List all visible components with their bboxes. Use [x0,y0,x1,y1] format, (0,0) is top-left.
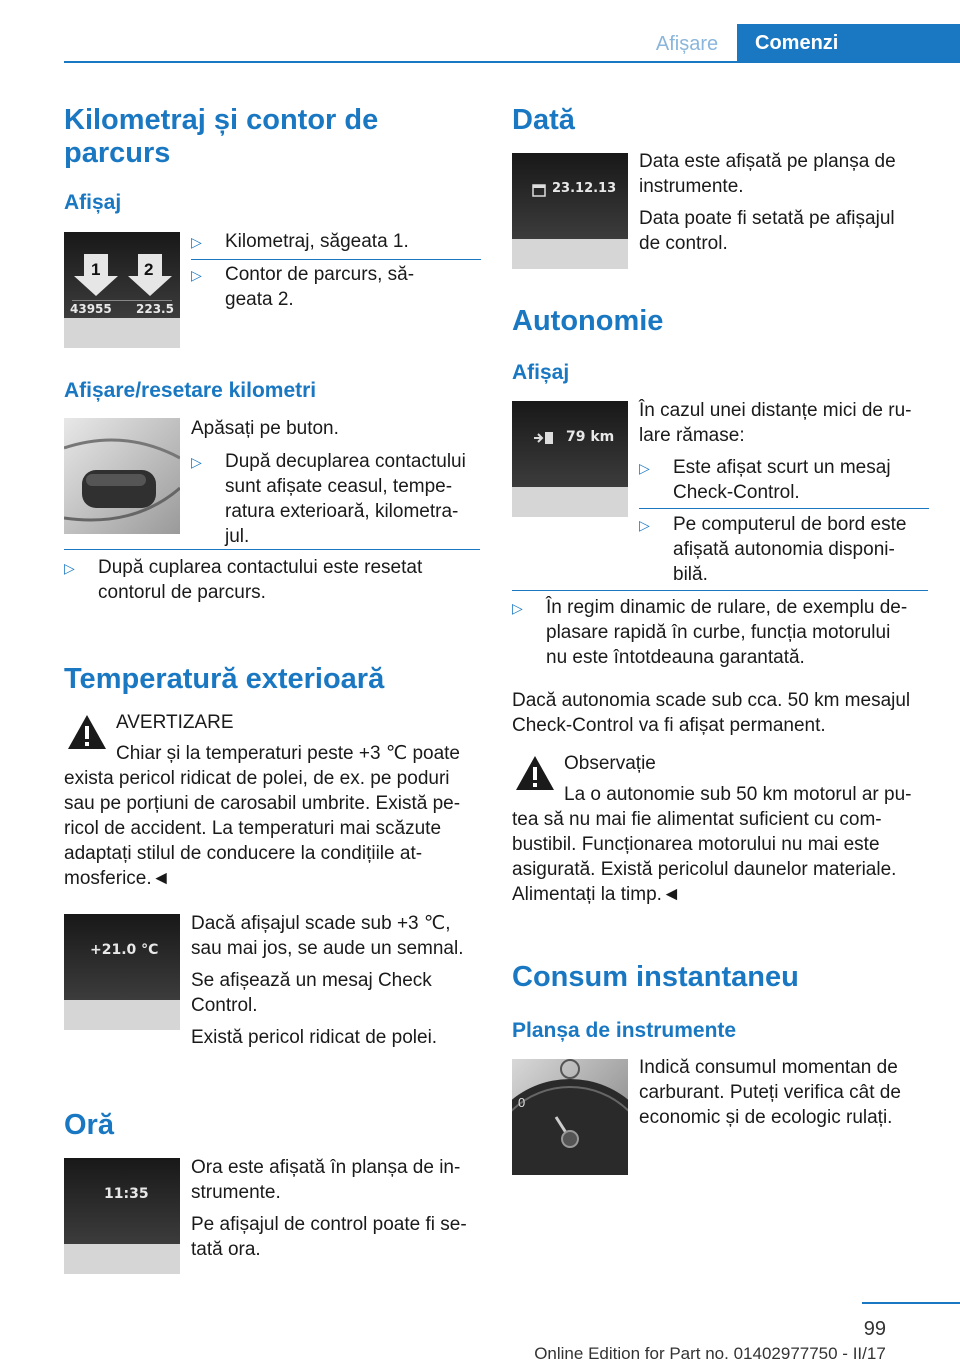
edition-footer: Online Edition for Part no. 01402977750 - II/17 [534,1344,886,1362]
subheading-reset: Afișare/resetare kilometri [64,379,317,402]
fuel-range-icon [534,430,558,446]
tab-afisare[interactable]: Afișare [655,33,719,55]
temperature-display-image [64,914,180,1030]
consumption-gauge-image [512,1059,628,1175]
gauge-zero-label: 0 [518,1095,526,1110]
bullet-regim-dinamic: ▷ În regim dinamic de rulare, de exemplu de- plasare rapidă în curbe, funcția motorului nu este întotdeauna garantată. [512,597,908,668]
warning-text: exista pericol ridicat de polei, de ex. pe poduri sau pe porțiuni de carosabil umbrite. Există pe- ricol de accident. La temperaturi mai scăzute adaptați stilul de conducere la condițiile at- mosferice.◄ [64,768,461,889]
triangle-bullet-icon: ▷ [64,560,75,576]
bullet-computer-bord: ▷ Pe computerul de bord este afișată autonomia disponi- bilă. [639,514,907,585]
heading-autonomie: Autonomie [512,305,664,337]
divider [639,508,929,509]
data-paragraph-2: Data poate fi setată pe afișajul de control. [639,208,895,254]
consum-paragraph: Indică consumul momentan de carburant. Puteți verifica cât de economic și de ecologic rulați. [639,1057,901,1128]
heading-temperatura: Temperatură exterioară [64,663,385,695]
calendar-icon [532,183,546,197]
tab-comenzi[interactable]: Comenzi [737,24,960,62]
bullet-kilometraj: ▷ Kilometraj, săgeata 1. [191,229,409,254]
header-rule [64,61,960,63]
warning-line: Chiar și la temperaturi peste +3 ℃ poate [116,743,460,764]
warning-icon [514,754,556,792]
date-value: 23.12.13 [552,181,617,196]
odometer-value: 43955 [70,302,112,316]
arrow-label-1: 1 [91,260,101,279]
triangle-bullet-icon: ▷ [191,267,202,283]
note-line: La o autonomie sub 50 km motorul ar pu- [564,784,912,805]
divider [64,549,480,550]
note-text: tea să nu mai fie alimentat suficient cu com- bustibil. Funcționarea motorului nu mai este asigurată. Există pericolul daunelor materiale. Alimentați la timp.◄ [512,809,897,905]
subheading-afisaj-autonomie: Afișaj [512,361,570,384]
trip-value: 223.5 [136,302,174,316]
temperature-value: +21.0 °C [90,942,159,958]
odometer-image [64,232,180,348]
footer-rule [862,1302,960,1304]
triangle-bullet-icon: ▷ [191,234,202,250]
triangle-bullet-icon: ▷ [191,454,202,470]
bullet-contor: ▷ Contor de parcurs, să- geata 2. [191,264,415,310]
bullet-decuplare: ▷ După decuplarea contactului sunt afișate ceasul, tempe- ratura exterioară, kilometra- jul. [191,451,466,547]
triangle-bullet-icon: ▷ [512,600,523,616]
reset-instruction: Apăsați pe buton. [191,418,339,439]
subheading-plansa: Planșa de instrumente [512,1019,737,1042]
bullet-cuplare: ▷ După cuplarea contactului este resetat contorul de parcurs. [64,557,423,603]
warning-icon [66,713,108,751]
temp-paragraph-3: Există pericol ridicat de polei. [191,1027,438,1048]
range-display-image [512,401,628,517]
bullet-mesaj-scurt: ▷ Este afișat scurt un mesaj Check-Control. [639,457,891,503]
gauge-icon [512,1059,628,1175]
date-display-image [512,153,628,269]
triangle-bullet-icon: ▷ [639,460,650,476]
divider [512,590,928,591]
reset-button-image [64,418,180,534]
page-number: 99 [863,1318,886,1340]
autonomie-paragraph: În cazul unei distanțe mici de ru- lare rămase: [639,400,912,446]
heading-ora: Oră [64,1109,114,1141]
arrow-label-2: 2 [144,260,154,279]
range-value: 79 km [566,429,615,445]
temp-paragraph-1: Dacă afișajul scade sub +3 ℃, sau mai jos, se aude un semnal. [191,913,464,959]
divider [191,259,481,260]
clock-display-image [64,1158,180,1274]
reset-button-icon [64,418,180,534]
ora-paragraph-2: Pe afișajul de control poate fi se- tată ora. [191,1214,467,1260]
data-paragraph-1: Data este afișată pe planșa de instrumente. [639,151,896,197]
heading-consum: Consum instantaneu [512,961,799,993]
note-title: Observație [564,753,656,774]
subheading-afisaj: Afișaj [64,191,122,214]
autonomie-paragraph-2: Dacă autonomia scade sub cca. 50 km mesajul Check-Control va fi afișat permanent. [512,690,911,736]
heading-data: Dată [512,104,575,136]
ora-paragraph-1: Ora este afișată în planșa de in- strumente. [191,1157,461,1203]
warning-title: AVERTIZARE [116,712,234,733]
heading-kilometraj: Kilometraj și contor de parcurs [64,104,379,169]
clock-value: 11:35 [104,1186,149,1202]
temp-paragraph-2: Se afișează un mesaj Check Control. [191,970,432,1016]
triangle-bullet-icon: ▷ [639,517,650,533]
